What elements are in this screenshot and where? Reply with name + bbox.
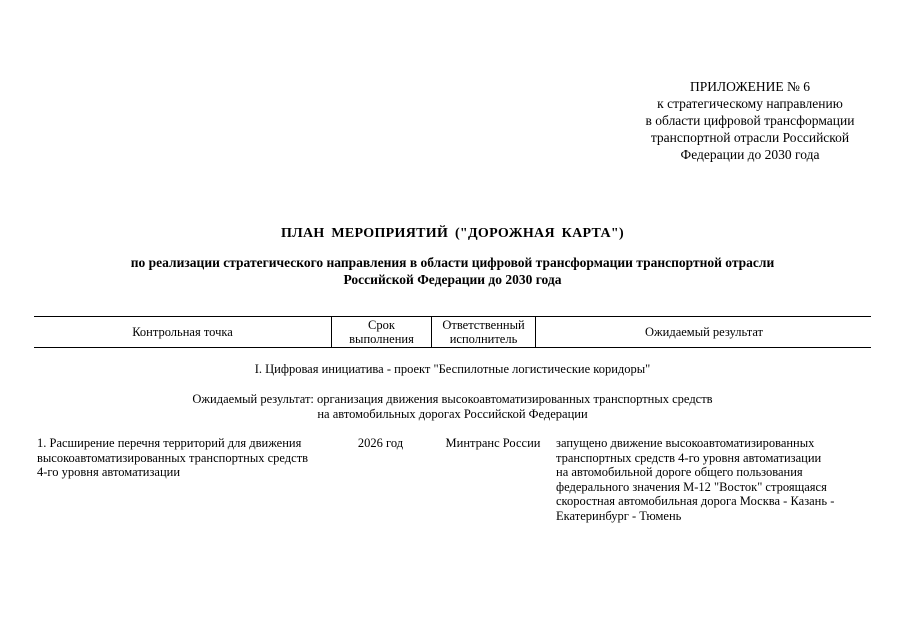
header-responsible-label: Ответственный — [442, 318, 525, 332]
row-checkpoint-line: 1. Расширение перечня территорий для движения — [37, 436, 302, 450]
row-result-line: на автомобильной дороге общего пользования — [556, 465, 803, 479]
appendix-line: транспортной отрасли Российской — [650, 130, 850, 145]
header-deadline-label: выполнения — [349, 332, 414, 346]
document-title-block — [0, 225, 905, 288]
appendix-line: в области цифровой трансформации — [645, 113, 855, 128]
appendix-line: Федерации до 2030 года — [680, 147, 820, 162]
header-checkpoint-label: Контрольная точка — [132, 325, 233, 339]
header-checkpoint — [34, 317, 331, 347]
document-subtitle-line: по реализации стратегического направления в области цифровой трансформации транспортной отрасли — [130, 255, 775, 270]
row-result-line: федерального значения М-12 "Восток" строящаяся — [556, 479, 827, 494]
section-expected-line: Ожидаемый результат: организация движения высокоавтоматизированных транспортных средств — [192, 392, 713, 406]
row-result — [556, 436, 876, 523]
row-result-line: запущено движение высокоавтоматизированных — [556, 436, 815, 450]
row-result-line: скоростная автомобильная дорога Москва - Казань - — [556, 494, 835, 508]
section-expected-result — [0, 392, 905, 422]
document-subtitle — [0, 254, 905, 288]
row-checkpoint — [37, 436, 337, 480]
row-checkpoint-line: 4-го уровня автоматизации — [37, 465, 181, 479]
section-title: I. Цифровая инициатива - проект "Беспилотные логистические коридоры" — [254, 362, 651, 376]
row-result-line: транспортных средств 4-го уровня автоматизации — [556, 450, 822, 465]
document-title: ПЛАН МЕРОПРИЯТИЙ ("ДОРОЖНАЯ КАРТА") — [281, 226, 624, 241]
appendix-block — [600, 78, 900, 163]
row-checkpoint-line: высокоавтоматизированных транспортных средств — [37, 450, 309, 465]
header-responsible-label: исполнитель — [449, 332, 518, 346]
appendix-number: ПРИЛОЖЕНИЕ № 6 — [689, 79, 811, 94]
header-deadline — [331, 317, 431, 347]
row-responsible: Минтранс России — [445, 436, 541, 450]
header-deadline-label: Срок — [368, 318, 395, 332]
row-deadline: 2026 год — [357, 436, 404, 450]
appendix-line: к стратегическому направлению — [657, 96, 843, 111]
header-responsible — [431, 317, 535, 347]
header-result — [535, 317, 872, 347]
section-expected-line: на автомобильных дорогах Российской Федерации — [317, 407, 588, 421]
document-subtitle-line: Российской Федерации до 2030 года — [343, 272, 562, 287]
header-result-label: Ожидаемый результат — [644, 325, 764, 339]
table-header-row — [34, 316, 871, 348]
row-result-line: Екатеринбург - Тюмень — [556, 508, 682, 523]
